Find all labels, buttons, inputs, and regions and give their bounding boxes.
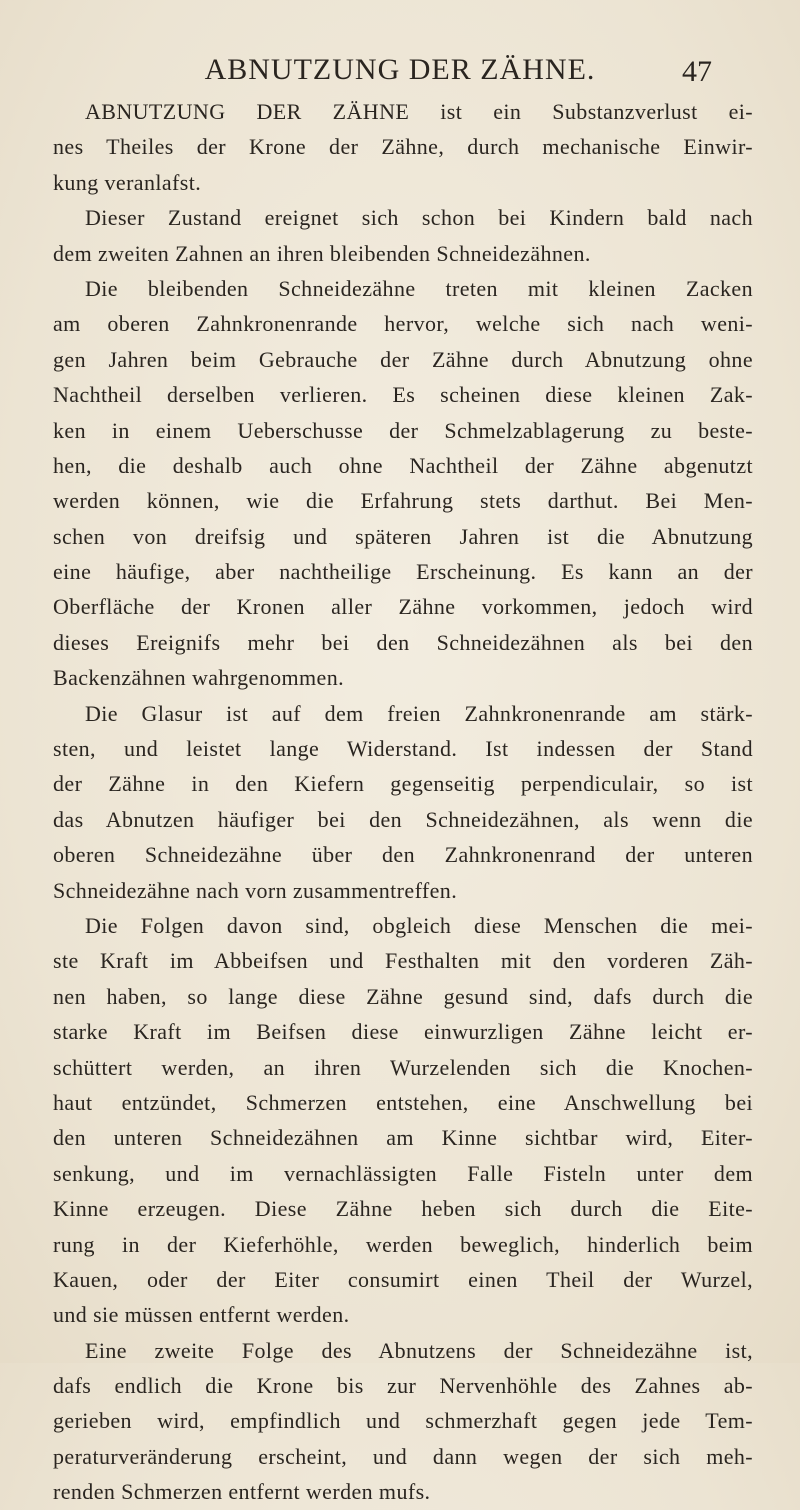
text-line: schüttert werden, an ihren Wurzelenden sich die Knochen- xyxy=(53,1054,753,1080)
text-line: das Abnutzen häufiger bei den Schneidezähnen, als wenn die xyxy=(53,806,753,832)
text-line: senkung, und im vernachlässigten Falle Fisteln unter dem xyxy=(53,1160,753,1186)
text-line: Die Glasur ist auf dem freien Zahnkronenrande am stärk- xyxy=(85,700,753,726)
text-line: peraturveränderung erscheint, und dann wegen der sich meh- xyxy=(53,1443,753,1469)
text-line: sten, und leistet lange Widerstand. Ist indessen der Stand xyxy=(53,736,753,762)
text-line: Kauen, oder der Eiter consumirt einen Theil der Wurzel, xyxy=(53,1266,753,1292)
text-line: am oberen Zahnkronenrande hervor, welche sich nach weni- xyxy=(53,311,753,337)
body-text xyxy=(53,94,753,1510)
text-line: Nachtheil derselben verlieren. Es scheinen diese kleinen Zak- xyxy=(53,382,753,408)
text-line: Kinne erzeugen. Diese Zähne heben sich durch die Eite- xyxy=(53,1196,753,1222)
text-line: Eine zweite Folge des Abnutzens der Schneidezähne ist, xyxy=(85,1337,753,1363)
text-line: dafs endlich die Krone bis zur Nervenhöhle des Zahnes ab- xyxy=(53,1373,753,1399)
running-head xyxy=(0,50,800,90)
text-line: Backenzähnen wahrgenommen. xyxy=(53,665,344,691)
text-line: haut entzündet, Schmerzen entstehen, eine Anschwellung bei xyxy=(53,1089,753,1115)
text-line: oberen Schneidezähne über den Zahnkronenrand der unteren xyxy=(53,842,753,868)
text-line: Oberfläche der Kronen aller Zähne vorkommen, jedoch wird xyxy=(53,594,753,620)
text-line: nen haben, so lange diese Zähne gesund sind, dafs durch die xyxy=(53,983,753,1009)
text-line: renden Schmerzen entfernt werden mufs. xyxy=(53,1479,431,1505)
text-line: Die bleibenden Schneidezähne treten mit kleinen Zacken xyxy=(85,275,753,301)
page-number: 47 xyxy=(682,55,712,88)
text-line: gerieben wird, empfindlich und schmerzhaft gegen jede Tem- xyxy=(53,1408,753,1434)
text-line: ste Kraft im Abbeifsen und Festhalten mit den vorderen Zäh- xyxy=(53,948,753,974)
text-line: Die Folgen davon sind, obgleich diese Menschen die mei- xyxy=(85,912,753,938)
text-line: Schneidezähne nach vorn zusammentreffen. xyxy=(53,877,458,903)
text-line: den unteren Schneidezähnen am Kinne sichtbar wird, Eiter- xyxy=(53,1125,753,1151)
text-line: starke Kraft im Beifsen diese einwurzligen Zähne leicht er- xyxy=(53,1019,753,1045)
text-line: Dieser Zustand ereignet sich schon bei Kindern bald nach xyxy=(85,205,753,231)
text-line: kung veranlafst. xyxy=(53,169,202,195)
running-title: ABNUTZUNG DER ZÄHNE. xyxy=(204,53,596,86)
text-line: und sie müssen entfernt werden. xyxy=(53,1302,350,1328)
text-line: nes Theiles der Krone der Zähne, durch mechanische Einwir- xyxy=(53,134,753,160)
text-line: hen, die deshalb auch ohne Nachtheil der Zähne abgenutzt xyxy=(53,452,753,478)
text-line: der Zähne in den Kiefern gegenseitig perpendiculair, so ist xyxy=(53,771,753,797)
text-line: dem zweiten Zahnen an ihren bleibenden Schneidezähnen. xyxy=(53,240,591,266)
text-line: eine häufige, aber nachtheilige Erscheinung. Es kann an der xyxy=(53,559,753,585)
text-line: ken in einem Ueberschusse der Schmelzablagerung zu beste- xyxy=(53,417,753,443)
text-line: rung in der Kieferhöhle, werden beweglich, hinderlich beim xyxy=(53,1231,753,1257)
text-line: ABNUTZUNG DER ZÄHNE ist ein Substanzverlust ei- xyxy=(85,99,753,124)
text-line: dieses Ereignifs mehr bei den Schneidezähnen als bei den xyxy=(53,629,753,655)
text-line: werden können, wie die Erfahrung stets darthut. Bei Men- xyxy=(53,488,753,514)
text-line: gen Jahren beim Gebrauche der Zähne durch Abnutzung ohne xyxy=(53,346,753,372)
text-line: schen von dreifsig und späteren Jahren ist die Abnutzung xyxy=(53,523,753,549)
